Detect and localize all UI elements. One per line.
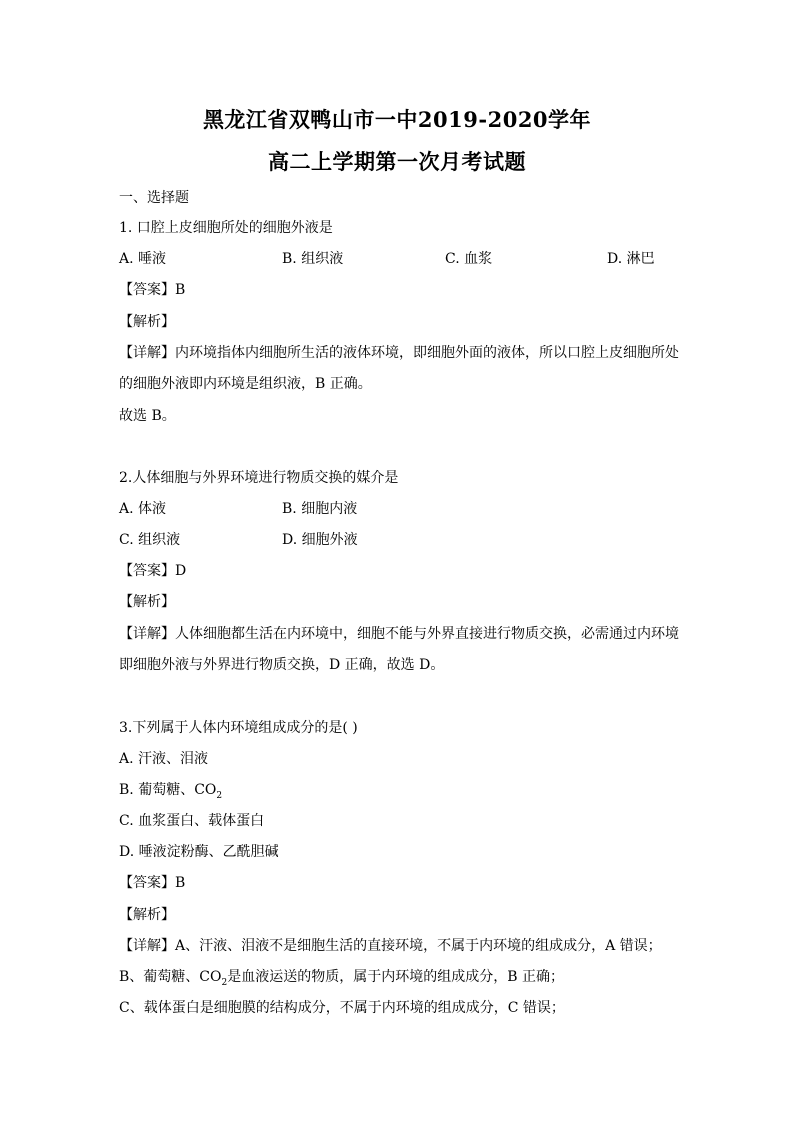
- q3-analysis-label: 【解析】: [119, 907, 175, 923]
- q1-stem: 1. 口腔上皮细胞所处的细胞外液是: [119, 220, 333, 236]
- q2-detail-line2: 即细胞外液与外界进行物质交换，D 正确，故选 D。: [119, 657, 445, 673]
- q2-option-c: C. 组织液: [119, 532, 181, 548]
- q1-detail-text1: 内环境指体内细胞所生活的液体环境，即细胞外面的液体，所以口腔上皮细胞所处: [175, 345, 679, 361]
- q1-detail-line1: [119, 343, 679, 363]
- q3-detail-line3: C、载体蛋白是细胞膜的结构成分，不属于内环境的组成成分，C 错误；: [119, 1000, 565, 1016]
- q3-option-b: [119, 780, 222, 806]
- document-title-line1: 黑龙江省双鸭山市一中2019-2020学年: [202, 107, 592, 132]
- section-heading: 一、选择题: [119, 190, 189, 206]
- co2-subscript-detail: 2: [221, 977, 228, 988]
- q1-detail-tag: 【详解】: [119, 345, 175, 361]
- q2-option-d: D. 细胞外液: [282, 532, 358, 548]
- q3-detail-line1: [119, 936, 662, 956]
- q3-detail-tag: 【详解】: [119, 938, 175, 954]
- q1-option-b: B. 组织液: [282, 251, 344, 267]
- q2-option-a: A. 体液: [119, 501, 167, 517]
- q3-detail-line2: [119, 967, 564, 993]
- q1-option-c: C. 血浆: [445, 251, 493, 267]
- document-title-line2: 高二上学期第一次月考试题: [268, 149, 526, 174]
- q3-detail-text1: A、汗液、泪液不是细胞生活的直接环境，不属于内环境的组成成分，A 错误；: [175, 938, 662, 954]
- co2-subscript: 2: [216, 790, 223, 801]
- q3-answer: 【答案】B: [119, 875, 186, 891]
- q1-option-d: D. 淋巴: [607, 251, 655, 267]
- q2-analysis-label: 【解析】: [119, 594, 175, 610]
- q2-detail-text1: 人体细胞都生活在内环境中，细胞不能与外界直接进行物质交换，必需通过内环境: [175, 626, 679, 642]
- q1-conclusion: 故选 B。: [119, 408, 176, 424]
- q3-option-c: C. 血浆蛋白、载体蛋白: [119, 813, 265, 829]
- q1-option-a: A. 唾液: [119, 251, 167, 267]
- q3-detail-text2-prefix: B、葡萄糖、CO: [119, 969, 222, 985]
- q2-stem: 2.人体细胞与外界环境进行物质交换的媒介是: [119, 470, 399, 486]
- q2-answer: 【答案】D: [119, 563, 187, 579]
- q3-stem: 3.下列属于人体内环境组成成分的是( ): [119, 720, 358, 736]
- q1-answer: 【答案】B: [119, 282, 186, 298]
- q3-option-d: D. 唾液淀粉酶、乙酰胆碱: [119, 844, 279, 860]
- q3-option-b-text: B. 葡萄糖、CO: [119, 782, 217, 798]
- q2-detail-line1: [119, 624, 679, 644]
- q1-detail-line2: 的细胞外液即内环境是组织液，B 正确。: [119, 376, 372, 392]
- q3-detail-text2-suffix: 是血液运送的物质，属于内环境的组成成分，B 正确；: [227, 969, 564, 985]
- q2-detail-tag: 【详解】: [119, 626, 175, 642]
- q3-option-a: A. 汗液、泪液: [119, 751, 209, 767]
- q2-option-b: B. 细胞内液: [282, 501, 358, 517]
- q1-analysis-label: 【解析】: [119, 314, 175, 330]
